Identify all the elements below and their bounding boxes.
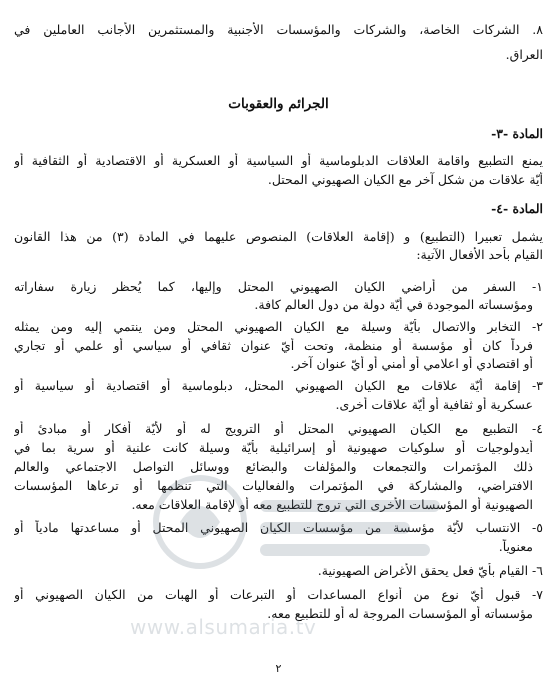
page-number: ٢ [275,662,282,675]
list-item-line: الصهيونية أو المؤسسات الأخرى التي تروج للتطبيع معه أو لإقامة العلاقات معه. [131,497,533,512]
text-line: يمنع التطبيع واقامة العلاقات الدبلوماسية أو السياسية أو العسكرية أو الاقتصادية أو الثقافية أو [14,153,543,168]
text-line: يشمل تعبيرا (التطبيع) و (إقامة العلاقات) المنصوص عليهما في المادة (٣) من هذا القانون [14,229,543,244]
list-item-line: ومؤسساته الموجودة في أيّة دولة من دول العالم كافة. [254,297,533,312]
article-heading: المادة -٣- [491,126,543,141]
text-line: القيام بأحد الأفعال الآتية: [416,247,543,262]
list-item-line: ٦- القيام بأيّ فعل يحقق الأغراض الصهيونية. [317,563,543,578]
list-item-line: ١- السفر من أراضي الكيان الصهيوني المحتل وإليها، كما يُحظر زيارة سفاراته [14,279,543,294]
text-line: ٨. الشركات الخاصة، والشركات والمؤسسات الأجنبية والمستثمرين الأجانب العاملين في [14,22,543,37]
text-line: أيّة علاقات من شكل آخر مع الكيان الصهيوني المحتل. [267,172,543,187]
list-item-line: معنوياً. [498,539,533,554]
list-item-line: أو اقتصادي أو اعلامي أو أمني أو أيّ عنوان آخر. [290,356,533,371]
watermark-text: www.alsumaria.tv [130,615,317,639]
section-heading: الجرائم والعقوبات [228,96,329,112]
list-item-line: أيدولوجيات أو سلوكيات صهيونية أو إسرائيلية بأيّة وسيلة كانت علنية أو سرية بما في [14,440,533,455]
text-line: العراق. [505,47,543,62]
list-item-line: ٣- إقامة أيّة علاقات مع الكيان الصهيوني المحتل، دبلوماسية أو اقتصادية أو سياسية أو [14,378,543,393]
list-item-line: مؤسساته أو المؤسسات المروجة له أو للتطبيع معه. [267,606,533,621]
list-item-line: الافتراضي، والمشاركة في المؤتمرات والفعاليات التي تنظمها أو ترعاها المؤسسات [14,478,533,493]
list-item-line: ٧- قبول أيّ نوع من أنواع المساعدات أو التبرعات أو الهبات من الكيان الصهيوني أو [14,587,543,602]
list-item-line: عسكرية أو ثقافية أو أيّة علاقات أخرى. [335,397,533,412]
list-item-line: فرداً كان أو مؤسسة أو منظمة، وتحت أيّ عنوان ثقافي أو سياسي أو علمي أو تجاري [14,338,533,353]
list-item-line: ٥- الانتساب لأيّة مؤسسة من مؤسسات الكيان الصهيوني المحتل أو مساعدتها مادياً أو [14,520,543,535]
list-item-line: ٢- التخابر والاتصال بأيّة وسيلة مع الكيان الصهيوني المحتل ومن ينتمي إليه ومن يمثله [14,319,543,334]
article-heading: المادة -٤- [491,201,543,216]
list-item-line: ٤- التطبيع مع الكيان الصهيوني المحتل أو الترويج له أو لأيّة أفكار أو مبادئ أو [14,421,543,436]
list-item-line: ذلك المؤتمرات والتجمعات والمؤلفات والبضائع ووسائل التواصل الاجتماعي والعالم [14,459,533,474]
